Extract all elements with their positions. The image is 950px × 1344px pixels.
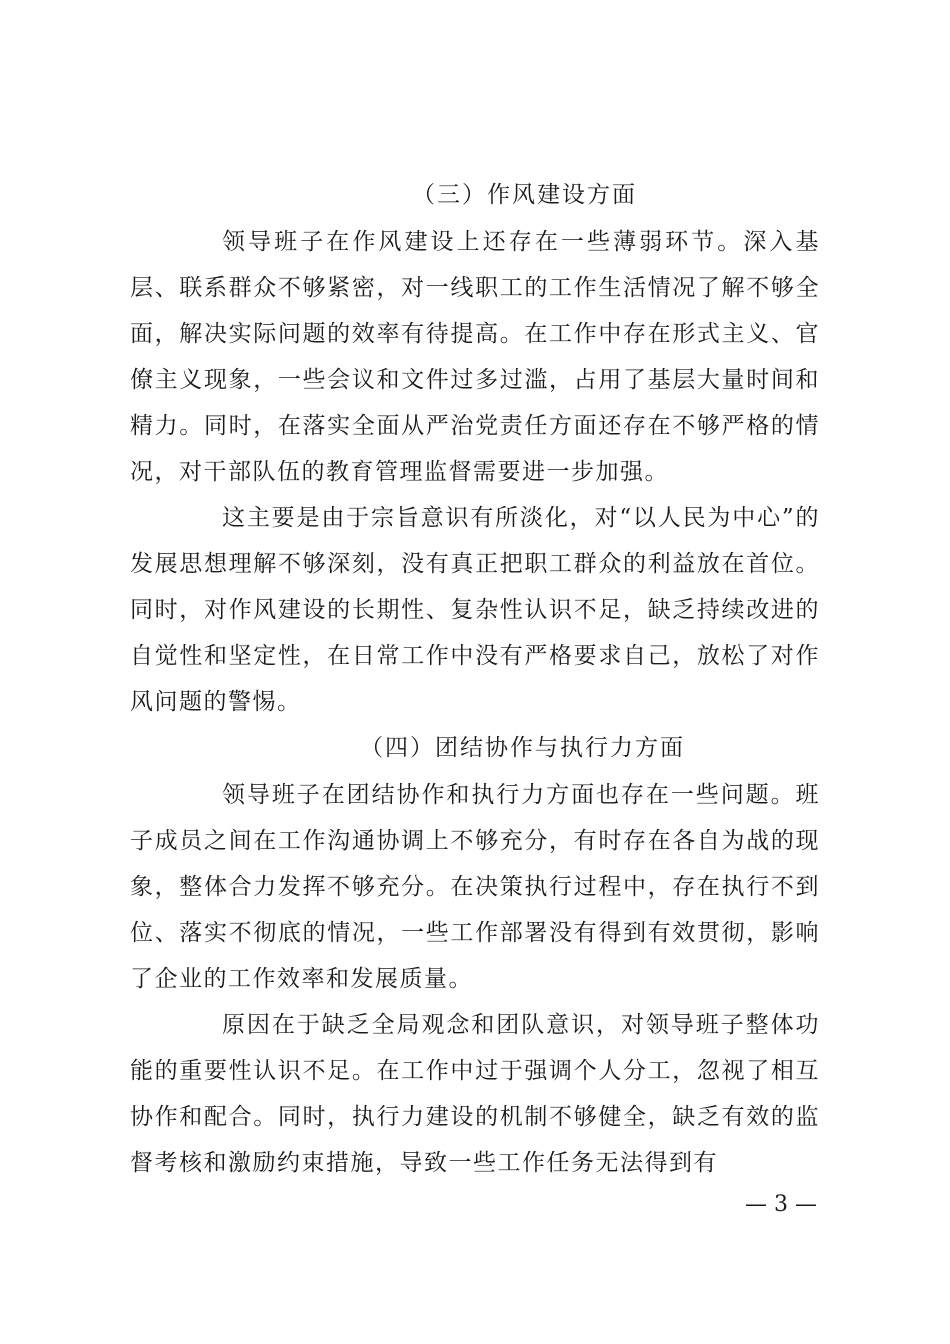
section-heading-4: （四）团结协作与执行力方面: [360, 735, 685, 761]
section-3-paragraph-2: 这主要是由于宗旨意识有所淡化，对“以人民为中心”的发展思想理解不够深刻，没有真正把职工群众的利益放在首位。同时，对作风建设的长期性、复杂性认识不足，缺乏持续改进的自觉性和坚定性，在日常工作中没有严格要求自己，放松了对作风问题的警惕。: [130, 505, 820, 715]
section-4-paragraph-1: 领导班子在团结协作和执行力方面也存在一些问题。班子成员之间在工作沟通协调上不够充分，有时存在各自为战的现象，整体合力发挥不够充分。在决策执行过程中，存在执行不到位、落实不彻底的情况，一些工作部署没有得到有效贯彻，影响了企业的工作效率和发展质量。: [130, 782, 820, 992]
section-4-paragraph-2: 原因在于缺乏全局观念和团队意识，对领导班子整体功能的重要性认识不足。在工作中过于强调个人分工，忽视了相互协作和配合。同时，执行力建设的机制不够健全，缺乏有效的监督考核和激励约束措施，导致一些工作任务无法得到有: [130, 1012, 820, 1176]
section-heading-3: （三）作风建设方面: [412, 182, 637, 208]
page-number: — 3 —: [745, 1192, 817, 1217]
section-3-paragraph-1: 领导班子在作风建设上还存在一些薄弱环节。深入基层、联系群众不够紧密，对一线职工的工作生活情况了解不够全面，解决实际问题的效率有待提高。在工作中存在形式主义、官僚主义现象，一些会议和文件过多过滥，占用了基层大量时间和精力。同时，在落实全面从严治党责任方面还存在不够严格的情况，对干部队伍的教育管理监督需要进一步加强。: [130, 229, 820, 485]
